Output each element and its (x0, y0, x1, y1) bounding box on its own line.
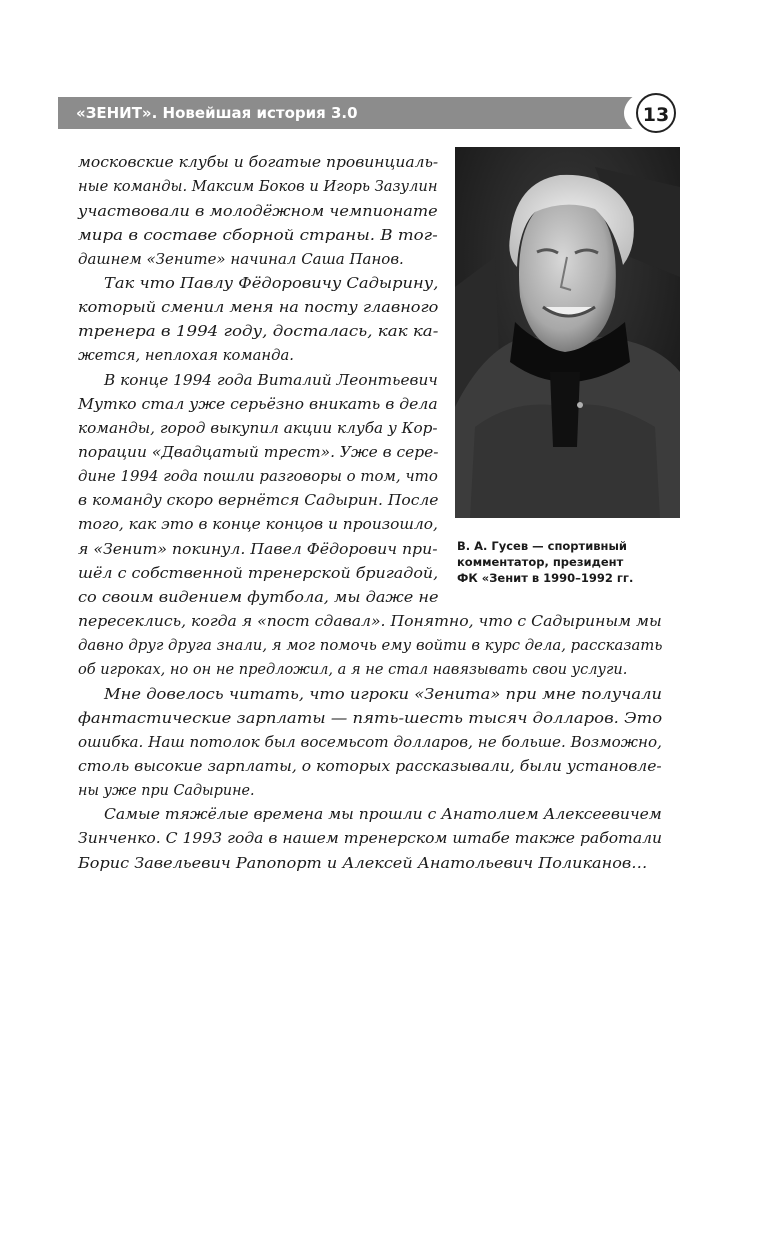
photo-caption (457, 538, 672, 586)
body-line: дине 1994 года пошли разговоры о том, что (78, 467, 438, 485)
body-line: мира в составе сборной страны. В тог- (78, 226, 438, 244)
portrait-photo (455, 147, 680, 518)
caption-line: ФК «Зенит в 1990–1992 гг. (457, 571, 634, 585)
body-line: Мне довелось читать, что игроки «Зенита» при мне получали (104, 685, 662, 703)
body-line: того, как это в конце концов и произошло, (78, 515, 438, 533)
body-line: фантастические зарплаты — пять-шесть тысяч долларов. Это (78, 709, 663, 727)
body-line: Так что Павлу Фёдоровичу Садырину, (104, 274, 439, 292)
body-line: шёл с собственной тренерской бригадой, (78, 564, 439, 582)
body-line: порации «Двадцатый трест». Уже в сере- (78, 443, 439, 461)
body-line: В конце 1994 года Виталий Леонтьевич (104, 371, 438, 389)
body-line: ошибка. Наш потолок был восемьсот долларов, не больше. Возможно, (78, 733, 662, 751)
running-header-title: «ЗЕНИТ». Новейшая история 3.0 (76, 104, 358, 122)
body-line: Самые тяжёлые времена мы прошли с Анатолием Алексеевичем (104, 805, 662, 823)
body-line: я «Зенит» покинул. Павел Фёдорович при- (78, 540, 438, 558)
body-line: который сменил меня на посту главного (78, 298, 439, 316)
page-number: 13 (636, 93, 676, 133)
portrait-image (455, 147, 680, 518)
body-line: ные команды. Максим Боков и Игорь Зазулин (78, 177, 438, 195)
body-line: жется, неплохая команда. (78, 346, 294, 364)
body-line: московские клубы и богатые провинциаль- (78, 153, 439, 171)
body-line: Мутко стал уже серьёзно вникать в дела (78, 395, 438, 413)
body-line: дашнем «Зените» начинал Саша Панов. (78, 250, 404, 268)
body-line: пересеклись, когда я «пост сдавал». Понятно, что с Садыриным мы (78, 612, 662, 630)
caption-line: В. А. Гусев — спортивный (457, 539, 627, 553)
caption-line: комментатор, президент (457, 555, 624, 569)
body-line: давно друг друга знали, я мог помочь ему войти в курс дела, рассказать (78, 636, 663, 654)
body-line: об игроках, но он не предложил, а я не стал навязывать свои услуги. (78, 660, 628, 678)
body-line: команды, город выкупил акции клуба у Кор- (78, 419, 438, 437)
body-line: в команду скоро вернётся Садырин. После (78, 491, 439, 509)
body-line: Борис Завельевич Рапопорт и Алексей Анатольевич Поликанов… (78, 854, 648, 872)
body-line: Зинченко. С 1993 года в нашем тренерском штабе также работали (78, 829, 663, 847)
body-line: участвовали в молодёжном чемпионате (78, 202, 438, 220)
body-line: тренера в 1994 году, досталась, как ка- (78, 322, 439, 340)
body-line: столь высокие зарплаты, о которых рассказывали, были установле- (78, 757, 662, 775)
body-line: со своим видением футбола, мы даже не (78, 588, 439, 606)
body-line: ны уже при Садырине. (78, 781, 255, 799)
